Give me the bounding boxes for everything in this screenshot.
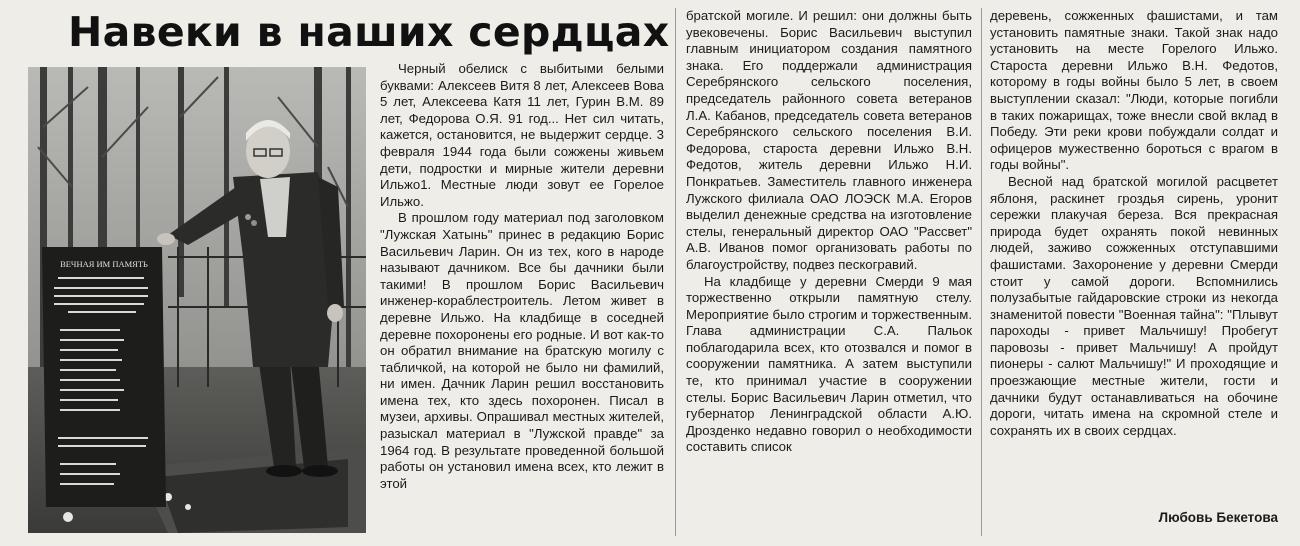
column-divider [981, 8, 982, 536]
article-column-1 [380, 61, 664, 537]
paragraph: деревень, сожженных фашистами, и там установить памятные знаки. Такой знак надо установить на месте Горелого Ильжо. Староста деревни Ильжо В.Н. Федотов, которому в годы войны было 5 лет, в своем выступлении сказал: "Люди, которые погибли в таких пожарищах, тоже внесли свой вклад в Победу. Эти реки крови побуждали солдат и офицеров мужественно бороться с врагом в годы войны". [990, 8, 1278, 173]
paragraph: братской могиле. И решил: они должны быть увековечены. Борис Васильевич выступил главным инициатором создания памятного знака. Его поддержали администрация Серебрянского сельского поселения, председатель районного совета ветеранов Л.А. Кабанов, председатель совета ветеранов Серебрянского сельского поселения В.И. Федорова, староста деревни Ильжо В.Н. Федотов, житель деревни Ильжо Н.И. Понкратьев. Заместитель главного инженера Лужского филиала ОАО ЛОЭСК М.А. Егоров выделил денежные средства на изготовление стелы, генеральный директор ОАО "Рассвет" А.В. Иванов помог организовать работы по благоустройству, подвез пескогравий. [686, 8, 972, 272]
paragraph: На кладбище у деревни Смерди 9 мая торжественно открыли памятную стелу. Мероприятие было строгим и торжественным. Глава администрации С.А. Пальок поблагодарила всех, кто отозвался и помог в сооружении памятника. А затем выступили те, кто принимал участие в сооружении стелы. Борис Васильевич Ларин отметил, что губернатор Ленинградской области А.Ю. Дрозденко недавно говорил о необходимости составить список [686, 273, 972, 455]
monument-heading: ВЕЧНАЯ ИМ ПАМЯТЬ [60, 259, 148, 269]
memorial-photo [28, 67, 366, 533]
paragraph: Весной над братской могилой расцветет яблоня, раскинет гроздья сирень, уронит сережки плакучая береза. Вся прекрасная природа будет охранять покой невинных людей, заживо сожженных отступавшими фашистами. Захоронение у деревни Смерди стоит у самой дороги. Вспомнились полузабытые гайдаровские строки из некогда знаменитой повести "Военная тайна": "Плывут пароходы - привет Мальчишу! Пробегут паровозы - привет Мальчишу! А пройдут пионеры - салют Мальчишу!" И проходящие и проезжающие местные жители, гости и дачники будут останавливаться на обочине дороги, читать имена на скромной стеле и сохранять их в своих сердцах. [990, 173, 1278, 438]
author-byline: Любовь Бекетова [1158, 510, 1278, 525]
article-column-2 [686, 8, 972, 538]
headline: Навеки в наших сердцах [68, 8, 670, 56]
paragraph: Черный обелиск с выбитыми белыми буквами: Алексеев Витя 8 лет, Алексеев Вова 5 лет, Алексеева Катя 11 лет, Гурин В.М. 89 лет, Федорова О.Я. 91 год... Нет сил читать, кажется, остановится, не выдержит сердце. 3 февраля 1944 года были сожжены живьем дети, подростки и мирные жители деревни Ильжо1. Местные люди зовут ее Горелое Ильжо. [380, 61, 664, 209]
article-column-3 [990, 8, 1278, 508]
paragraph: В прошлом году материал под заголовком "Лужская Хатынь" принес в редакцию Борис Васильевич Ларин. Он из тех, кого в народе называют дачником. Все бы дачники были такими! В прошлом Борис Васильевич инженер-кораблестроитель. Летом живет в деревне Ильжо. На кладбище в соседней деревне похоронены его родные. И вот как-то он обратил внимание на братскую могилу с табличкой, на которой не было ни фамилий, ни имен. Дачник Ларин решил восстановить имена тех, кто здесь похоронен. Писал в музеи, архивы. Опрашивал местных жителей, разыскал материал в "Лужской правде" за 1964 год. В результате проведенной большой работы он установил имена всех, кто лежит в этой [380, 210, 664, 491]
column-divider [675, 8, 676, 536]
